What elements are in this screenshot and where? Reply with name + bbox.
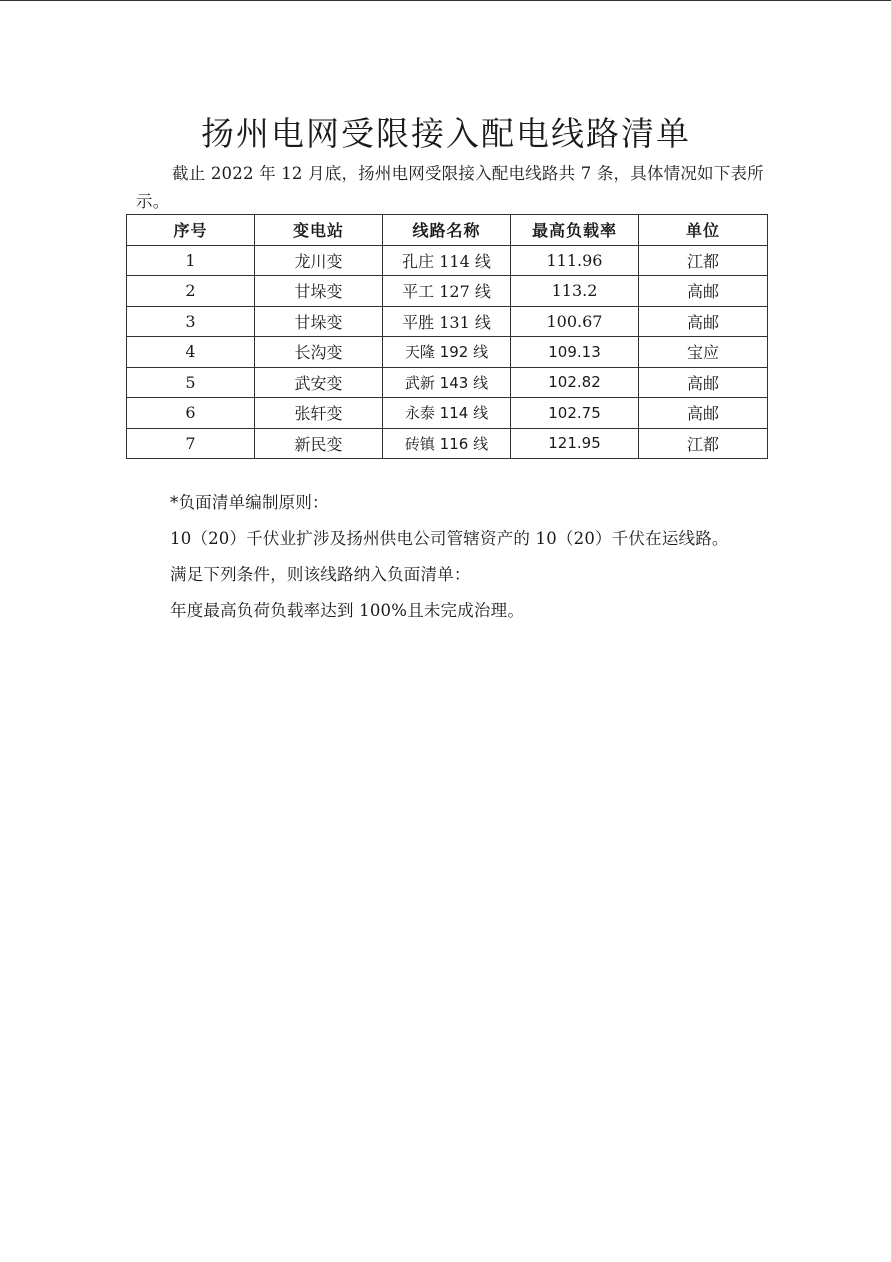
table-row bbox=[127, 398, 768, 429]
table-row bbox=[127, 428, 768, 459]
intro-paragraph: 截止 2022 年 12 月底，扬州电网受限接入配电线路共 7 条，具体情况如下表所示。 bbox=[136, 164, 764, 211]
cell-substation: 甘垛变 bbox=[255, 276, 383, 307]
cell-substation: 甘垛变 bbox=[255, 306, 383, 337]
table-row bbox=[127, 337, 768, 368]
cell-unit: 高邮 bbox=[639, 306, 768, 337]
cell-line-name: 天隆 192 线 bbox=[383, 337, 511, 368]
cell-line-name: 武新 143 线 bbox=[383, 367, 511, 398]
cell-no: 6 bbox=[127, 398, 255, 429]
notes-condition: 年度最高负荷负载率达到 100%且未完成治理。 bbox=[170, 601, 525, 620]
cell-line-name: 平胜 131 线 bbox=[383, 306, 511, 337]
table-row bbox=[127, 367, 768, 398]
cell-max-load: 102.82 bbox=[511, 367, 639, 398]
cell-unit: 宝应 bbox=[639, 337, 768, 368]
cell-no: 7 bbox=[127, 428, 255, 459]
cell-unit: 高邮 bbox=[639, 398, 768, 429]
cell-line-name: 孔庄 114 线 bbox=[383, 245, 511, 276]
cell-line-name: 砖镇 116 线 bbox=[383, 428, 511, 459]
cell-max-load: 113.2 bbox=[511, 276, 639, 307]
cell-no: 5 bbox=[127, 367, 255, 398]
cell-unit: 江都 bbox=[639, 428, 768, 459]
table-row bbox=[127, 306, 768, 337]
cell-no: 1 bbox=[127, 245, 255, 276]
cell-substation: 张轩变 bbox=[255, 398, 383, 429]
header-substation: 变电站 bbox=[255, 215, 383, 246]
cell-unit: 江都 bbox=[639, 245, 768, 276]
cell-line-name: 平工 127 线 bbox=[383, 276, 511, 307]
cell-max-load: 109.13 bbox=[511, 337, 639, 368]
table-row bbox=[127, 245, 768, 276]
cell-no: 3 bbox=[127, 306, 255, 337]
notes-section bbox=[170, 490, 810, 634]
cell-substation: 龙川变 bbox=[255, 245, 383, 276]
restricted-lines-table bbox=[126, 214, 768, 459]
table-row bbox=[127, 276, 768, 307]
cell-unit: 高邮 bbox=[639, 367, 768, 398]
notes-heading: *负面清单编制原则： bbox=[170, 493, 329, 512]
header-no: 序号 bbox=[127, 215, 255, 246]
page-top-border bbox=[0, 0, 892, 1]
cell-unit: 高邮 bbox=[639, 276, 768, 307]
cell-max-load: 102.75 bbox=[511, 398, 639, 429]
header-max-load: 最高负载率 bbox=[511, 215, 639, 246]
cell-substation: 新民变 bbox=[255, 428, 383, 459]
header-unit: 单位 bbox=[639, 215, 768, 246]
cell-substation: 武安变 bbox=[255, 367, 383, 398]
table-header-row bbox=[127, 215, 768, 246]
cell-substation: 长沟变 bbox=[255, 337, 383, 368]
cell-no: 4 bbox=[127, 337, 255, 368]
notes-condition-intro: 满足下列条件，则该线路纳入负面清单： bbox=[170, 565, 471, 584]
cell-no: 2 bbox=[127, 276, 255, 307]
cell-line-name: 永泰 114 线 bbox=[383, 398, 511, 429]
cell-max-load: 121.95 bbox=[511, 428, 639, 459]
notes-scope: 10（20）千伏业扩涉及扬州供电公司管辖资产的 10（20）千伏在运线路。 bbox=[170, 529, 729, 548]
cell-max-load: 100.67 bbox=[511, 306, 639, 337]
cell-max-load: 111.96 bbox=[511, 245, 639, 276]
document-title: 扬州电网受限接入配电线路清单 bbox=[201, 114, 691, 153]
header-line-name: 线路名称 bbox=[383, 215, 511, 246]
